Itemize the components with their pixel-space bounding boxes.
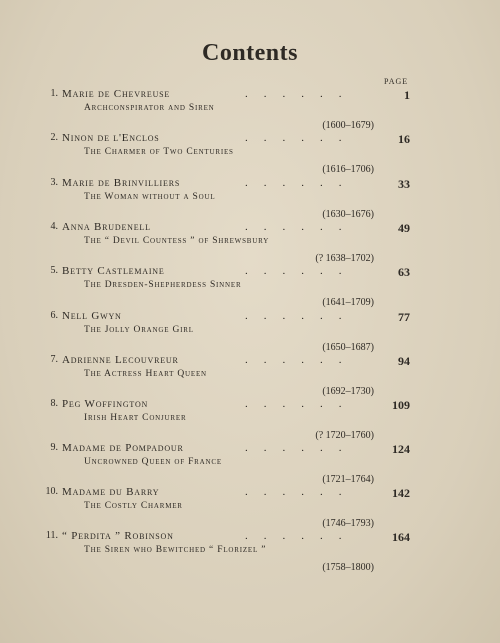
entry-dates: (1650–1687) xyxy=(322,342,374,353)
toc-entry xyxy=(0,132,500,178)
dot-leader: ...... xyxy=(245,398,358,410)
entry-dates: (? 1720–1760) xyxy=(315,430,374,441)
entry-number: 2. xyxy=(50,132,58,143)
entry-subtitle: Archconspirator and Siren xyxy=(84,103,215,113)
entry-page-number: 33 xyxy=(398,177,410,191)
page-column-label: PAGE xyxy=(384,77,409,86)
entry-page-number: 164 xyxy=(392,530,410,544)
toc-entry xyxy=(0,398,500,444)
entry-subtitle: The Dresden-Shepherdess Sinner xyxy=(84,280,242,290)
toc-entry xyxy=(0,354,500,400)
toc-entry xyxy=(0,221,500,267)
entry-dates: (? 1638–1702) xyxy=(315,253,374,264)
entry-name: Peg Woffington xyxy=(62,398,149,410)
page-title: Contents xyxy=(201,40,298,66)
toc-entry xyxy=(0,310,500,356)
toc-entry xyxy=(0,88,500,134)
dot-leader: ...... xyxy=(245,265,358,277)
entry-number: 7. xyxy=(50,354,58,365)
toc-entry xyxy=(0,177,500,223)
entry-subtitle: Irish Heart Conjurer xyxy=(84,413,187,423)
entry-number: 3. xyxy=(50,177,58,188)
dot-leader: ...... xyxy=(245,486,358,498)
dot-leader: ...... xyxy=(245,442,358,454)
entry-dates: (1600–1679) xyxy=(322,120,374,131)
entry-dates: (1758–1800) xyxy=(322,562,374,573)
entry-page-number: 1 xyxy=(404,88,410,102)
entry-subtitle: The Actress Heart Queen xyxy=(84,369,207,379)
entry-number: 10. xyxy=(45,486,58,497)
entry-page-number: 124 xyxy=(392,442,410,456)
dot-leader: ...... xyxy=(245,177,358,189)
entry-name: Betty Castlemaine xyxy=(62,265,165,277)
entry-dates: (1616–1706) xyxy=(322,164,374,175)
entry-name: Madame du Barry xyxy=(62,486,160,498)
entry-name: Marie de Brinvilliers xyxy=(62,177,181,189)
toc-entry xyxy=(0,530,500,576)
entry-page-number: 142 xyxy=(392,486,410,500)
entry-page-number: 94 xyxy=(398,354,410,368)
entry-name: Ninon de l'Enclos xyxy=(62,132,160,144)
entry-subtitle: The Charmer of Two Centuries xyxy=(84,147,234,157)
entry-dates: (1692–1730) xyxy=(322,386,374,397)
entry-name: “ Perdita ” Robinson xyxy=(62,530,174,542)
entry-page-number: 109 xyxy=(392,398,410,412)
entry-number: 5. xyxy=(50,265,58,276)
entry-page-number: 77 xyxy=(398,310,410,324)
entry-subtitle: Uncrowned Queen of France xyxy=(84,457,222,467)
entry-name: Adrienne Lecouvreur xyxy=(62,354,179,366)
dot-leader: ...... xyxy=(245,221,358,233)
entry-number: 4. xyxy=(50,221,58,232)
entry-number: 8. xyxy=(50,398,58,409)
entry-number: 1. xyxy=(50,88,58,99)
entry-name: Nell Gwyn xyxy=(62,310,122,322)
entry-dates: (1746–1793) xyxy=(322,518,374,529)
dot-leader: ...... xyxy=(245,132,358,144)
entry-page-number: 16 xyxy=(398,132,410,146)
dot-leader: ...... xyxy=(245,530,358,542)
dot-leader: ...... xyxy=(245,310,358,322)
entry-dates: (1721–1764) xyxy=(322,474,374,485)
entry-number: 9. xyxy=(50,442,58,453)
entry-dates: (1641–1709) xyxy=(322,297,374,308)
entry-subtitle: The Costly Charmer xyxy=(84,501,183,511)
entry-page-number: 49 xyxy=(398,221,410,235)
entry-page-number: 63 xyxy=(398,265,410,279)
toc-entry xyxy=(0,486,500,532)
dot-leader: ...... xyxy=(245,354,358,366)
toc-entry xyxy=(0,442,500,488)
entry-subtitle: The Jolly Orange Girl xyxy=(84,325,194,335)
dot-leader: ...... xyxy=(245,88,358,100)
entry-name: Madame de Pompadour xyxy=(62,442,184,454)
entry-subtitle: The Siren who Bewitched “ Florizel ” xyxy=(84,545,267,555)
entry-name: Anna Brudenell xyxy=(62,221,151,233)
toc-entry xyxy=(0,265,500,311)
entry-dates: (1630–1676) xyxy=(322,209,374,220)
entry-number: 6. xyxy=(50,310,58,321)
entry-subtitle: The Woman without a Soul xyxy=(84,192,216,202)
entry-number: 11. xyxy=(45,530,58,541)
entry-name: Marie de Chevreuse xyxy=(62,88,171,100)
entry-subtitle: The “ Devil Countess ” of Shrewsbury xyxy=(84,236,270,246)
